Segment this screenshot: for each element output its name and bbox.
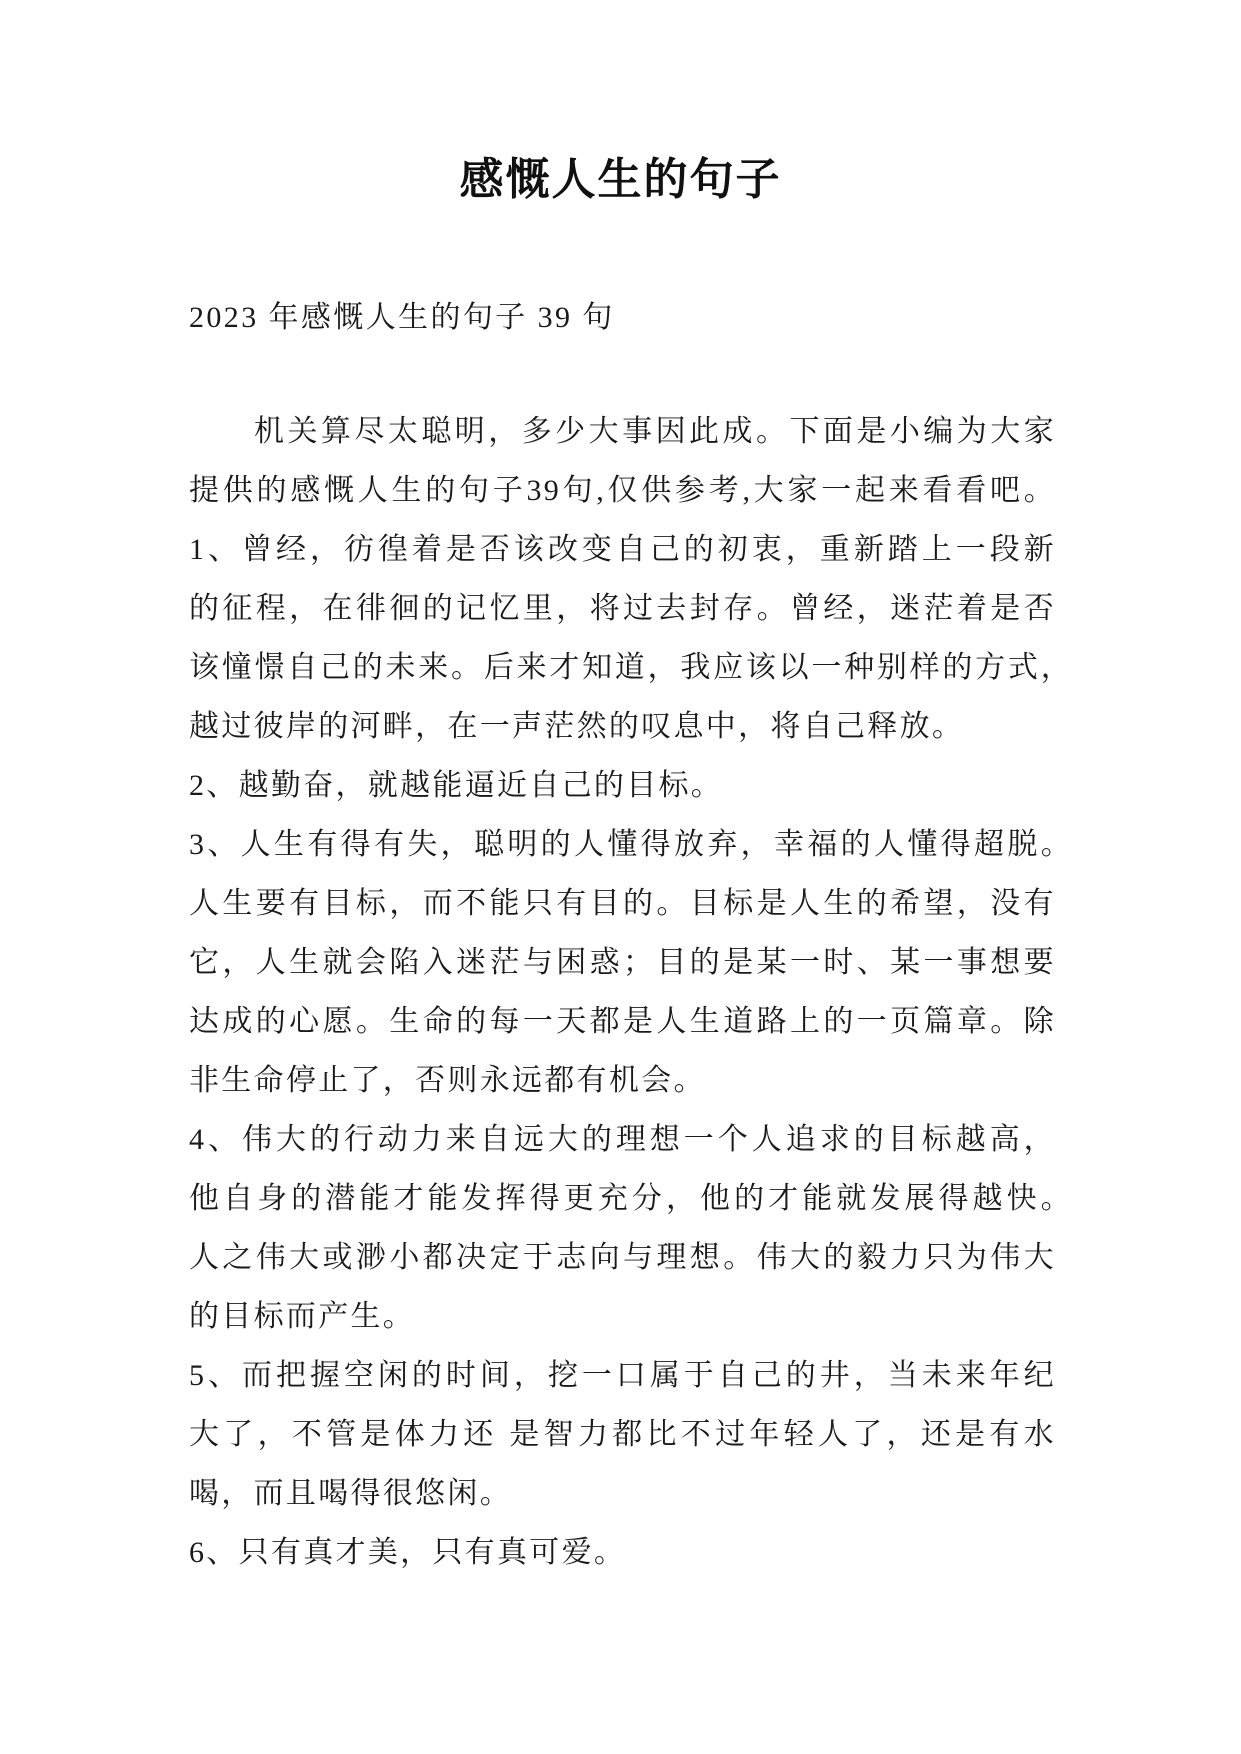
- text-line: 越过彼岸的河畔，在一声茫然的叹息中，将自己释放。: [189, 710, 965, 743]
- text-line: 他自身的潜能才能发挥得更充分，他的才能就发展得越快。: [189, 1182, 1073, 1215]
- text-line: 喝，而且喝得很悠闲。: [189, 1477, 512, 1510]
- text-line: 的目标而产生。: [189, 1300, 416, 1333]
- text-line: 人之伟大或渺小都决定于志向与理想。伟大的毅力只为伟大: [189, 1241, 1056, 1274]
- text-line: 它，人生就会陷入迷茫与困惑；目的是某一时、某一事想要: [189, 946, 1056, 979]
- text-line: 人生要有目标，而不能只有目的。目标是人生的希望，没有: [189, 887, 1056, 920]
- list-item-3: [189, 815, 1073, 1110]
- list-item-2: [189, 756, 1056, 815]
- text-line: 机关算尽太聪明，多少大事因此成。下面是小编为大家: [254, 415, 1056, 448]
- list-item-4: [189, 1110, 1073, 1346]
- document-subtitle: 2023 年感慨人生的句子 39 句: [189, 301, 615, 334]
- text-line: 达成的心愿。生命的每一天都是人生道路上的一页篇章。除: [189, 1005, 1056, 1038]
- text-line: 4、伟大的行动力来自远大的理想一个人追求的目标越高，: [189, 1123, 1056, 1156]
- document-body: [189, 402, 1073, 1582]
- text-line: 1、曾经，彷徨着是否该改变自己的初衷，重新踏上一段新: [189, 533, 1056, 566]
- list-item-6: [189, 1523, 1056, 1582]
- list-item-5: [189, 1346, 1056, 1523]
- text-line: 3、人生有得有失，聪明的人懂得放弃，幸福的人懂得超脱。: [189, 828, 1073, 861]
- text-line: 大了，不管是体力还 是智力都比不过年轻人了，还是有水: [189, 1418, 1056, 1451]
- paragraph-intro: [189, 402, 1056, 520]
- text-line: 5、而把握空闲的时间，挖一口属于自己的井，当未来年纪: [189, 1359, 1056, 1392]
- text-line: 提供的感慨人生的句子39句,仅供参考,大家一起来看看吧。: [189, 474, 1056, 507]
- page-title: 感慨人生的句子: [459, 155, 782, 204]
- text-line: 非生命停止了，否则永远都有机会。: [189, 1064, 706, 1097]
- text-line: 的征程，在徘徊的记忆里，将过去封存。曾经，迷茫着是否: [189, 592, 1056, 625]
- text-line: 该憧憬自己的未来。后来才知道，我应该以一种别样的方式，: [189, 651, 1073, 684]
- text-line: 6、只有真才美，只有真可爱。: [189, 1536, 627, 1569]
- text-line: 2、越勤奋，就越能逼近自己的目标。: [189, 769, 724, 802]
- list-item-1: [189, 520, 1073, 756]
